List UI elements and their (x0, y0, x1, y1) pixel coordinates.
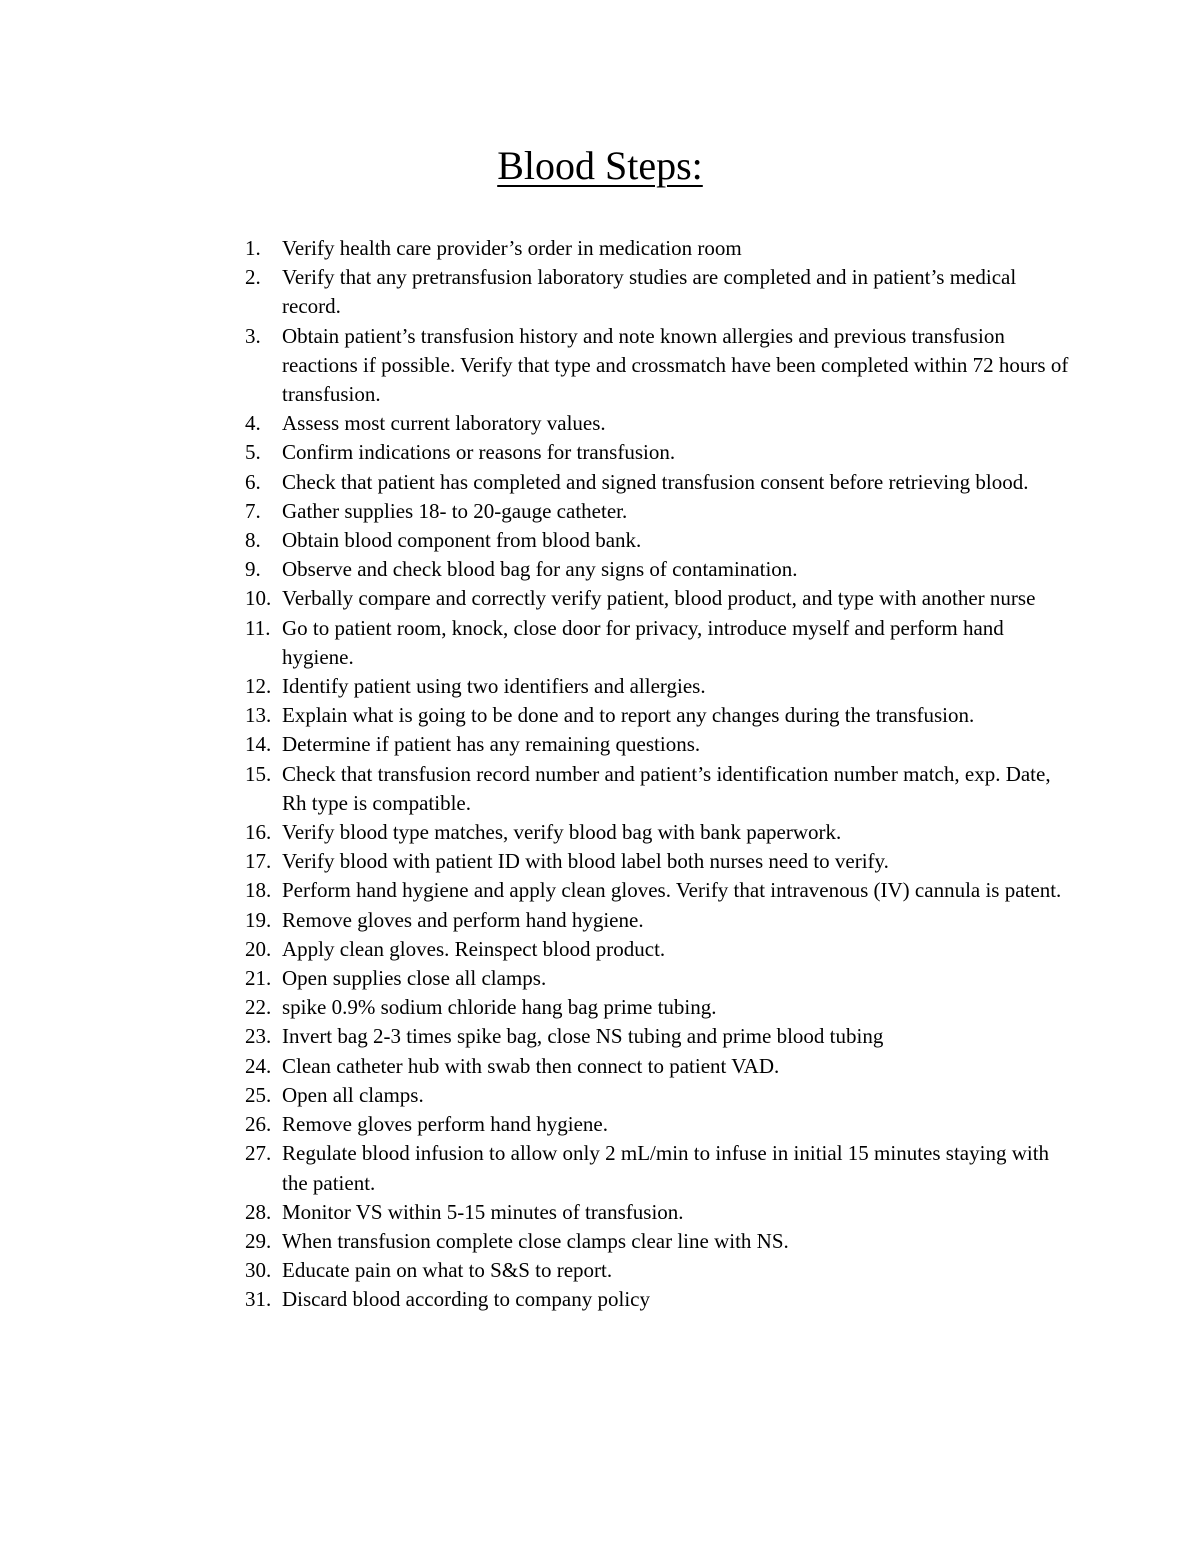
step-item (245, 935, 1075, 964)
step-text: Gather supplies 18- to 20-gauge catheter. (282, 498, 628, 523)
step-item (245, 1227, 1075, 1256)
step-text: Obtain patient’s transfusion history and note known allergies and previous transfusion reactions if possible. Verify that type and crossmatch have been completed within 72 hours of transfusion. (282, 323, 1069, 407)
step-text: Check that transfusion record number and patient’s identification number match, exp. Date, Rh type is compatible. (282, 761, 1051, 815)
step-number: 23. (245, 1024, 272, 1049)
step-text: Verbally compare and correctly verify patient, blood product, and type with another nurse (282, 586, 1036, 611)
step-number: 14. (245, 732, 272, 757)
step-number: 26. (245, 1112, 272, 1137)
step-number: 29. (245, 1228, 272, 1253)
step-text: Invert bag 2-3 times spike bag, close NS tubing and prime blood tubing (282, 1024, 884, 1049)
step-item (245, 1052, 1075, 1081)
step-text: Open supplies close all clamps. (282, 966, 547, 991)
step-text: Discard blood according to company policy (282, 1287, 650, 1312)
step-text: Check that patient has completed and signed transfusion consent before retrieving blood. (282, 469, 1029, 494)
step-text: Observe and check blood bag for any signs of contamination. (282, 557, 798, 582)
step-number: 21. (245, 966, 272, 991)
step-number: 8. (245, 528, 261, 553)
step-item (245, 876, 1075, 905)
step-number: 24. (245, 1053, 272, 1078)
step-number: 15. (245, 761, 272, 786)
step-number: 5. (245, 440, 261, 465)
step-item (245, 1139, 1075, 1197)
step-number: 17. (245, 849, 272, 874)
step-item (245, 468, 1075, 497)
step-number: 16. (245, 820, 272, 845)
step-number: 11. (245, 615, 271, 640)
step-text: Open all clamps. (282, 1082, 424, 1107)
step-number: 3. (245, 323, 261, 348)
step-item (245, 760, 1075, 818)
step-item (245, 993, 1075, 1022)
step-text: Confirm indications or reasons for transfusion. (282, 440, 676, 465)
step-number: 4. (245, 411, 261, 436)
step-item (245, 497, 1075, 526)
step-number: 27. (245, 1141, 272, 1166)
step-number: 25. (245, 1082, 272, 1107)
step-item (245, 847, 1075, 876)
step-text: Identify patient using two identifiers and allergies. (282, 674, 706, 699)
step-text: Clean catheter hub with swab then connect to patient VAD. (282, 1053, 780, 1078)
step-item (245, 526, 1075, 555)
step-text: Verify blood type matches, verify blood bag with bank paperwork. (282, 820, 842, 845)
step-text: Verify blood with patient ID with blood label both nurses need to verify. (282, 849, 889, 874)
step-text: Perform hand hygiene and apply clean gloves. Verify that intravenous (IV) cannula is patent. (282, 878, 1062, 903)
step-number: 9. (245, 557, 261, 582)
step-text: Go to patient room, knock, close door for privacy, introduce myself and perform hand hygiene. (282, 615, 1004, 669)
step-number: 20. (245, 936, 272, 961)
step-number: 18. (245, 878, 272, 903)
step-item (245, 906, 1075, 935)
step-item (245, 1256, 1075, 1285)
step-item (245, 1022, 1075, 1051)
page-title (0, 140, 1200, 192)
step-item (245, 1081, 1075, 1110)
step-item (245, 263, 1075, 321)
step-item (245, 438, 1075, 467)
step-item (245, 555, 1075, 584)
step-number: 19. (245, 907, 272, 932)
step-text: Educate pain on what to S&S to report. (282, 1258, 613, 1283)
step-number: 1. (245, 236, 261, 260)
step-number: 31. (245, 1287, 272, 1312)
step-number: 6. (245, 469, 261, 494)
step-text: Obtain blood component from blood bank. (282, 528, 642, 553)
step-text: Assess most current laboratory values. (282, 411, 606, 436)
step-item (245, 818, 1075, 847)
steps-list (245, 234, 1075, 1315)
step-item (245, 409, 1075, 438)
step-text: Apply clean gloves. Reinspect blood product. (282, 936, 666, 961)
step-text: Monitor VS within 5-15 minutes of transfusion. (282, 1199, 684, 1224)
step-number: 30. (245, 1258, 272, 1283)
step-text: Verify health care provider’s order in medication room (282, 236, 742, 260)
step-item (245, 964, 1075, 993)
step-item (245, 672, 1075, 701)
step-item (245, 1110, 1075, 1139)
step-text: Remove gloves perform hand hygiene. (282, 1112, 608, 1137)
step-item (245, 1198, 1075, 1227)
step-text: Verify that any pretransfusion laboratory studies are completed and in patient’s medical record. (282, 265, 1017, 319)
step-text: When transfusion complete close clamps clear line with NS. (282, 1228, 789, 1253)
step-number: 13. (245, 703, 272, 728)
step-text: Remove gloves and perform hand hygiene. (282, 907, 644, 932)
step-number: 2. (245, 265, 261, 290)
step-number: 12. (245, 674, 272, 699)
step-item (245, 730, 1075, 759)
step-number: 22. (245, 995, 272, 1020)
page-title-text: Blood Steps: (497, 143, 703, 188)
step-item (245, 584, 1075, 613)
step-number: 28. (245, 1199, 272, 1224)
step-text: Determine if patient has any remaining questions. (282, 732, 701, 757)
step-item (245, 322, 1075, 410)
step-item (245, 1285, 1075, 1314)
step-item (245, 614, 1075, 672)
step-item (245, 234, 1075, 263)
step-text: spike 0.9% sodium chloride hang bag prime tubing. (282, 995, 717, 1020)
step-number: 10. (245, 586, 272, 611)
step-number: 7. (245, 498, 261, 523)
step-text: Regulate blood infusion to allow only 2 mL/min to infuse in initial 15 minutes staying with the patient. (282, 1141, 1050, 1195)
step-item (245, 701, 1075, 730)
step-text: Explain what is going to be done and to report any changes during the transfusion. (282, 703, 975, 728)
